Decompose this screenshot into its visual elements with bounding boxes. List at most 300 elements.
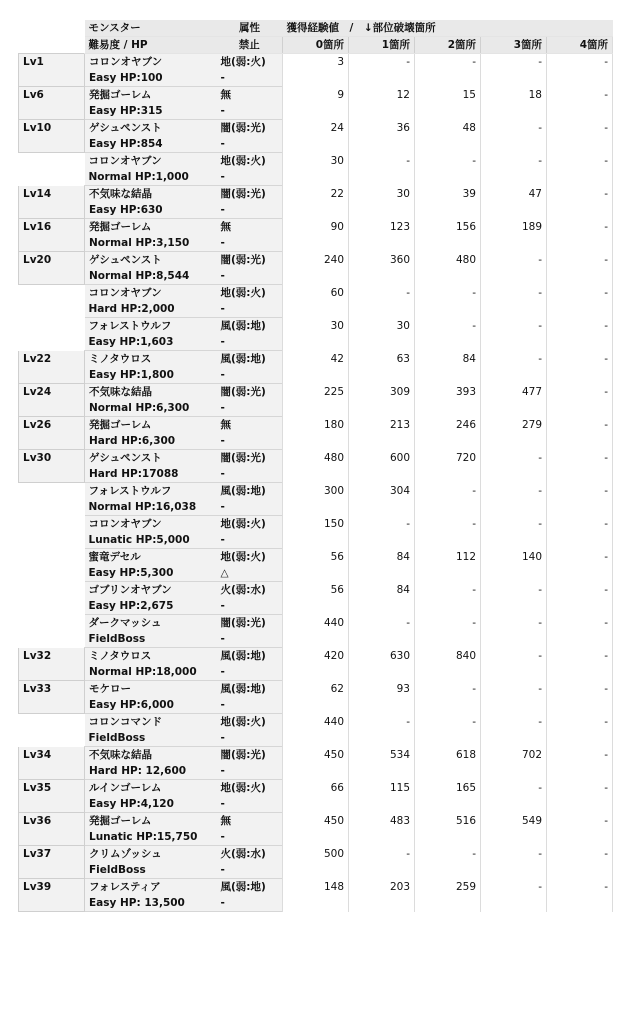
difficulty-hp: Easy HP:100 bbox=[85, 70, 217, 87]
exp-value: - bbox=[547, 516, 613, 549]
exp-value: 225 bbox=[283, 384, 349, 417]
header-part-4: 4箇所 bbox=[547, 37, 613, 54]
exp-value: 60 bbox=[283, 285, 349, 318]
difficulty-hp: Normal HP:16,038 bbox=[85, 499, 217, 516]
difficulty-hp: Easy HP:630 bbox=[85, 202, 217, 219]
forbidden-cell: - bbox=[217, 730, 283, 747]
difficulty-hp: Lunatic HP:15,750 bbox=[85, 829, 217, 846]
header-part-1: 1箇所 bbox=[349, 37, 415, 54]
header-part-3: 3箇所 bbox=[481, 37, 547, 54]
exp-value: 123 bbox=[349, 219, 415, 252]
attribute-cell: 風(弱:地) bbox=[217, 681, 283, 698]
exp-value: 47 bbox=[481, 186, 547, 219]
exp-value: 534 bbox=[349, 747, 415, 780]
exp-value: 720 bbox=[415, 450, 481, 483]
monster-row bbox=[19, 153, 613, 170]
level-cell: Lv30 bbox=[19, 450, 85, 483]
exp-value: 24 bbox=[283, 120, 349, 153]
exp-value: - bbox=[547, 681, 613, 714]
exp-value: 165 bbox=[415, 780, 481, 813]
difficulty-hp: FieldBoss bbox=[85, 862, 217, 879]
level-cell: Lv24 bbox=[19, 384, 85, 417]
level-cell bbox=[19, 582, 85, 615]
monster-name: 発掘ゴーレム bbox=[85, 219, 217, 236]
exp-value: 30 bbox=[349, 318, 415, 351]
level-cell bbox=[19, 615, 85, 648]
exp-value: 66 bbox=[283, 780, 349, 813]
difficulty-hp: Easy HP:6,000 bbox=[85, 697, 217, 714]
exp-value: - bbox=[547, 219, 613, 252]
monster-exp-table bbox=[18, 20, 613, 912]
attribute-cell: 地(弱:火) bbox=[217, 54, 283, 71]
exp-value: - bbox=[481, 516, 547, 549]
exp-value: 18 bbox=[481, 87, 547, 120]
exp-value: - bbox=[481, 714, 547, 747]
attribute-cell: 地(弱:火) bbox=[217, 714, 283, 731]
forbidden-cell: - bbox=[217, 202, 283, 219]
exp-value: - bbox=[547, 483, 613, 516]
exp-value: 240 bbox=[283, 252, 349, 285]
exp-value: 15 bbox=[415, 87, 481, 120]
header-row-2 bbox=[19, 37, 613, 54]
exp-value: - bbox=[547, 285, 613, 318]
monster-row bbox=[19, 417, 613, 434]
monster-row bbox=[19, 648, 613, 665]
monster-row bbox=[19, 714, 613, 731]
exp-value: - bbox=[547, 846, 613, 879]
exp-value: - bbox=[547, 780, 613, 813]
exp-value: 549 bbox=[481, 813, 547, 846]
monster-row bbox=[19, 582, 613, 599]
exp-value: - bbox=[481, 615, 547, 648]
exp-value: 304 bbox=[349, 483, 415, 516]
forbidden-cell: - bbox=[217, 136, 283, 153]
monster-name: コロンオヤブン bbox=[85, 153, 217, 170]
exp-value: - bbox=[547, 549, 613, 582]
exp-value: - bbox=[349, 714, 415, 747]
header-forbidden: 禁止 bbox=[217, 37, 283, 54]
level-cell: Lv39 bbox=[19, 879, 85, 912]
level-cell: Lv33 bbox=[19, 681, 85, 714]
exp-value: 48 bbox=[415, 120, 481, 153]
exp-value: - bbox=[349, 54, 415, 87]
exp-value: 90 bbox=[283, 219, 349, 252]
exp-value: - bbox=[415, 681, 481, 714]
attribute-cell: 無 bbox=[217, 219, 283, 236]
exp-value: 148 bbox=[283, 879, 349, 912]
forbidden-cell: - bbox=[217, 400, 283, 417]
monster-name: ダークマッシュ bbox=[85, 615, 217, 632]
exp-value: - bbox=[481, 252, 547, 285]
exp-value: 3 bbox=[283, 54, 349, 87]
header-blank-2 bbox=[19, 37, 85, 54]
exp-value: - bbox=[415, 582, 481, 615]
exp-value: 630 bbox=[349, 648, 415, 681]
exp-value: 203 bbox=[349, 879, 415, 912]
forbidden-cell: - bbox=[217, 763, 283, 780]
exp-value: 440 bbox=[283, 714, 349, 747]
exp-value: 150 bbox=[283, 516, 349, 549]
attribute-cell: 闇(弱:光) bbox=[217, 450, 283, 467]
difficulty-hp: Easy HP:2,675 bbox=[85, 598, 217, 615]
monster-name: ルインゴーレム bbox=[85, 780, 217, 797]
monster-row bbox=[19, 219, 613, 236]
exp-value: 56 bbox=[283, 549, 349, 582]
exp-value: - bbox=[481, 153, 547, 186]
monster-name: 発掘ゴーレム bbox=[85, 87, 217, 104]
exp-value: 516 bbox=[415, 813, 481, 846]
level-cell: Lv14 bbox=[19, 186, 85, 219]
exp-value: 618 bbox=[415, 747, 481, 780]
exp-value: 246 bbox=[415, 417, 481, 450]
exp-value: 393 bbox=[415, 384, 481, 417]
attribute-cell: 地(弱:火) bbox=[217, 153, 283, 170]
difficulty-hp: Easy HP:5,300 bbox=[85, 565, 217, 582]
exp-value: - bbox=[547, 648, 613, 681]
exp-value: - bbox=[547, 747, 613, 780]
exp-value: - bbox=[349, 846, 415, 879]
monster-row bbox=[19, 483, 613, 500]
attribute-cell: 闇(弱:光) bbox=[217, 384, 283, 401]
monster-row bbox=[19, 351, 613, 368]
difficulty-hp: FieldBoss bbox=[85, 730, 217, 747]
difficulty-hp: Normal HP:6,300 bbox=[85, 400, 217, 417]
exp-value: 42 bbox=[283, 351, 349, 384]
difficulty-hp: Easy HP:4,120 bbox=[85, 796, 217, 813]
monster-row bbox=[19, 384, 613, 401]
exp-value: 477 bbox=[481, 384, 547, 417]
level-cell: Lv1 bbox=[19, 54, 85, 87]
level-cell bbox=[19, 714, 85, 747]
monster-name: 蜜竜デセル bbox=[85, 549, 217, 566]
attribute-cell: 闇(弱:光) bbox=[217, 747, 283, 764]
forbidden-cell: - bbox=[217, 301, 283, 318]
exp-value: - bbox=[349, 153, 415, 186]
level-cell: Lv34 bbox=[19, 747, 85, 780]
exp-value: 30 bbox=[283, 318, 349, 351]
exp-value: - bbox=[547, 582, 613, 615]
forbidden-cell: △ bbox=[217, 565, 283, 582]
forbidden-cell: - bbox=[217, 268, 283, 285]
forbidden-cell: - bbox=[217, 631, 283, 648]
monster-row bbox=[19, 879, 613, 896]
exp-value: 84 bbox=[415, 351, 481, 384]
exp-value: - bbox=[349, 615, 415, 648]
monster-row bbox=[19, 450, 613, 467]
monster-row bbox=[19, 813, 613, 830]
attribute-cell: 地(弱:火) bbox=[217, 780, 283, 797]
monster-row bbox=[19, 780, 613, 797]
exp-value: - bbox=[547, 351, 613, 384]
attribute-cell: 闇(弱:光) bbox=[217, 186, 283, 203]
exp-value: - bbox=[481, 450, 547, 483]
level-cell bbox=[19, 483, 85, 516]
level-cell bbox=[19, 318, 85, 351]
exp-value: - bbox=[547, 318, 613, 351]
monster-name: ゲシュペンスト bbox=[85, 252, 217, 269]
header-monster: モンスター bbox=[85, 20, 217, 37]
attribute-cell: 地(弱:火) bbox=[217, 285, 283, 302]
monster-name: 発掘ゴーレム bbox=[85, 813, 217, 830]
forbidden-cell: - bbox=[217, 367, 283, 384]
monster-name: モケロー bbox=[85, 681, 217, 698]
exp-value: 56 bbox=[283, 582, 349, 615]
exp-value: 450 bbox=[283, 747, 349, 780]
difficulty-hp: Hard HP:6,300 bbox=[85, 433, 217, 450]
monster-row bbox=[19, 747, 613, 764]
forbidden-cell: - bbox=[217, 103, 283, 120]
exp-value: 483 bbox=[349, 813, 415, 846]
monster-row bbox=[19, 87, 613, 104]
exp-value: 309 bbox=[349, 384, 415, 417]
exp-value: 62 bbox=[283, 681, 349, 714]
exp-value: 450 bbox=[283, 813, 349, 846]
difficulty-hp: Easy HP:1,800 bbox=[85, 367, 217, 384]
exp-value: - bbox=[547, 186, 613, 219]
exp-value: - bbox=[547, 87, 613, 120]
exp-value: - bbox=[481, 648, 547, 681]
difficulty-hp: Easy HP:854 bbox=[85, 136, 217, 153]
exp-value: - bbox=[481, 54, 547, 87]
exp-value: - bbox=[547, 879, 613, 912]
monster-row bbox=[19, 285, 613, 302]
exp-value: - bbox=[349, 516, 415, 549]
monster-name: コロンオヤブン bbox=[85, 285, 217, 302]
monster-row bbox=[19, 54, 613, 71]
forbidden-cell: - bbox=[217, 697, 283, 714]
forbidden-cell: - bbox=[217, 895, 283, 912]
attribute-cell: 無 bbox=[217, 813, 283, 830]
exp-value: 93 bbox=[349, 681, 415, 714]
exp-value: - bbox=[415, 483, 481, 516]
exp-value: 30 bbox=[349, 186, 415, 219]
monster-row bbox=[19, 846, 613, 863]
exp-value: - bbox=[415, 714, 481, 747]
monster-row bbox=[19, 186, 613, 203]
exp-value: - bbox=[547, 714, 613, 747]
difficulty-hp: FieldBoss bbox=[85, 631, 217, 648]
level-cell bbox=[19, 285, 85, 318]
exp-value: - bbox=[481, 483, 547, 516]
attribute-cell: 風(弱:地) bbox=[217, 351, 283, 368]
attribute-cell: 風(弱:地) bbox=[217, 483, 283, 500]
attribute-cell: 闇(弱:光) bbox=[217, 120, 283, 137]
forbidden-cell: - bbox=[217, 70, 283, 87]
exp-value: - bbox=[349, 285, 415, 318]
level-cell: Lv35 bbox=[19, 780, 85, 813]
exp-value: - bbox=[415, 54, 481, 87]
exp-value: - bbox=[547, 450, 613, 483]
header-difficulty: 難易度 / HP bbox=[85, 37, 217, 54]
forbidden-cell: - bbox=[217, 235, 283, 252]
exp-value: 84 bbox=[349, 549, 415, 582]
monster-row bbox=[19, 252, 613, 269]
difficulty-hp: Normal HP:8,544 bbox=[85, 268, 217, 285]
difficulty-hp: Easy HP:1,603 bbox=[85, 334, 217, 351]
level-cell: Lv32 bbox=[19, 648, 85, 681]
header-blank bbox=[19, 20, 85, 37]
exp-value: - bbox=[547, 384, 613, 417]
exp-value: 600 bbox=[349, 450, 415, 483]
monster-row bbox=[19, 681, 613, 698]
exp-value: - bbox=[547, 153, 613, 186]
exp-value: 279 bbox=[481, 417, 547, 450]
exp-value: 480 bbox=[415, 252, 481, 285]
exp-value: 63 bbox=[349, 351, 415, 384]
monster-name: 不気味な結晶 bbox=[85, 384, 217, 401]
exp-value: - bbox=[547, 120, 613, 153]
level-cell bbox=[19, 516, 85, 549]
monster-name: フォレストウルフ bbox=[85, 318, 217, 335]
exp-value: - bbox=[481, 681, 547, 714]
exp-value: 84 bbox=[349, 582, 415, 615]
monster-name: フォレストウルフ bbox=[85, 483, 217, 500]
exp-value: - bbox=[415, 516, 481, 549]
exp-value: 702 bbox=[481, 747, 547, 780]
monster-name: コロンオヤブン bbox=[85, 516, 217, 533]
exp-value: - bbox=[547, 813, 613, 846]
exp-value: 189 bbox=[481, 219, 547, 252]
monster-name: クリムゾッシュ bbox=[85, 846, 217, 863]
monster-name: 不気味な結晶 bbox=[85, 747, 217, 764]
attribute-cell: 地(弱:火) bbox=[217, 549, 283, 566]
exp-value: - bbox=[547, 252, 613, 285]
difficulty-hp: Hard HP:17088 bbox=[85, 466, 217, 483]
exp-value: 30 bbox=[283, 153, 349, 186]
monster-name: 不気味な結晶 bbox=[85, 186, 217, 203]
attribute-cell: 風(弱:地) bbox=[217, 318, 283, 335]
exp-value: 112 bbox=[415, 549, 481, 582]
monster-row bbox=[19, 318, 613, 335]
exp-value: - bbox=[481, 120, 547, 153]
monster-name: ゴブリンオヤブン bbox=[85, 582, 217, 599]
monster-name: ゲシュペンスト bbox=[85, 450, 217, 467]
level-cell: Lv22 bbox=[19, 351, 85, 384]
difficulty-hp: Normal HP:1,000 bbox=[85, 169, 217, 186]
monster-name: コロンオヤブン bbox=[85, 54, 217, 71]
monster-row bbox=[19, 120, 613, 137]
level-cell: Lv16 bbox=[19, 219, 85, 252]
difficulty-hp: Hard HP:2,000 bbox=[85, 301, 217, 318]
attribute-cell: 闇(弱:光) bbox=[217, 615, 283, 632]
attribute-cell: 風(弱:地) bbox=[217, 879, 283, 896]
header-row-1 bbox=[19, 20, 613, 37]
forbidden-cell: - bbox=[217, 532, 283, 549]
monster-name: 発掘ゴーレム bbox=[85, 417, 217, 434]
header-exp: 獲得経験値 / ↓部位破壊箇所 bbox=[283, 20, 613, 37]
level-cell: Lv37 bbox=[19, 846, 85, 879]
forbidden-cell: - bbox=[217, 334, 283, 351]
exp-value: 480 bbox=[283, 450, 349, 483]
exp-value: - bbox=[481, 285, 547, 318]
difficulty-hp: Easy HP:315 bbox=[85, 103, 217, 120]
monster-row bbox=[19, 615, 613, 632]
forbidden-cell: - bbox=[217, 598, 283, 615]
forbidden-cell: - bbox=[217, 664, 283, 681]
monster-name: コロンコマンド bbox=[85, 714, 217, 731]
exp-value: 300 bbox=[283, 483, 349, 516]
forbidden-cell: - bbox=[217, 169, 283, 186]
monster-name: ミノタウロス bbox=[85, 351, 217, 368]
attribute-cell: 無 bbox=[217, 87, 283, 104]
attribute-cell: 火(弱:水) bbox=[217, 582, 283, 599]
level-cell: Lv6 bbox=[19, 87, 85, 120]
difficulty-hp: Easy HP: 13,500 bbox=[85, 895, 217, 912]
exp-value: 360 bbox=[349, 252, 415, 285]
forbidden-cell: - bbox=[217, 796, 283, 813]
exp-value: 180 bbox=[283, 417, 349, 450]
exp-value: - bbox=[415, 285, 481, 318]
exp-value: - bbox=[547, 615, 613, 648]
exp-value: - bbox=[481, 846, 547, 879]
attribute-cell: 地(弱:火) bbox=[217, 516, 283, 533]
exp-value: - bbox=[547, 54, 613, 87]
exp-value: - bbox=[415, 153, 481, 186]
monster-name: フォレスティア bbox=[85, 879, 217, 896]
exp-value: 36 bbox=[349, 120, 415, 153]
exp-value: - bbox=[547, 417, 613, 450]
exp-value: 39 bbox=[415, 186, 481, 219]
exp-value: 259 bbox=[415, 879, 481, 912]
exp-value: 9 bbox=[283, 87, 349, 120]
exp-value: 156 bbox=[415, 219, 481, 252]
forbidden-cell: - bbox=[217, 862, 283, 879]
exp-value: - bbox=[415, 846, 481, 879]
monster-row bbox=[19, 549, 613, 566]
monster-row bbox=[19, 516, 613, 533]
exp-value: - bbox=[481, 351, 547, 384]
exp-value: 22 bbox=[283, 186, 349, 219]
difficulty-hp: Normal HP:18,000 bbox=[85, 664, 217, 681]
exp-value: 420 bbox=[283, 648, 349, 681]
exp-value: - bbox=[481, 318, 547, 351]
exp-value: 140 bbox=[481, 549, 547, 582]
attribute-cell: 風(弱:地) bbox=[217, 648, 283, 665]
forbidden-cell: - bbox=[217, 466, 283, 483]
level-cell bbox=[19, 153, 85, 186]
forbidden-cell: - bbox=[217, 829, 283, 846]
exp-value: 840 bbox=[415, 648, 481, 681]
attribute-cell: 無 bbox=[217, 417, 283, 434]
forbidden-cell: - bbox=[217, 433, 283, 450]
level-cell: Lv20 bbox=[19, 252, 85, 285]
exp-value: 213 bbox=[349, 417, 415, 450]
level-cell: Lv36 bbox=[19, 813, 85, 846]
exp-value: 440 bbox=[283, 615, 349, 648]
attribute-cell: 闇(弱:光) bbox=[217, 252, 283, 269]
difficulty-hp: Normal HP:3,150 bbox=[85, 235, 217, 252]
monster-name: ミノタウロス bbox=[85, 648, 217, 665]
difficulty-hp: Hard HP: 12,600 bbox=[85, 763, 217, 780]
forbidden-cell: - bbox=[217, 499, 283, 516]
difficulty-hp: Lunatic HP:5,000 bbox=[85, 532, 217, 549]
header-part-0: 0箇所 bbox=[283, 37, 349, 54]
monster-name: ゲシュペンスト bbox=[85, 120, 217, 137]
exp-value: - bbox=[481, 879, 547, 912]
exp-value: - bbox=[415, 318, 481, 351]
level-cell bbox=[19, 549, 85, 582]
level-cell: Lv26 bbox=[19, 417, 85, 450]
exp-value: 12 bbox=[349, 87, 415, 120]
exp-value: - bbox=[481, 780, 547, 813]
header-part-2: 2箇所 bbox=[415, 37, 481, 54]
exp-value: - bbox=[481, 582, 547, 615]
level-cell: Lv10 bbox=[19, 120, 85, 153]
exp-value: - bbox=[415, 615, 481, 648]
exp-value: 500 bbox=[283, 846, 349, 879]
attribute-cell: 火(弱:水) bbox=[217, 846, 283, 863]
header-attribute: 属性 bbox=[217, 20, 283, 37]
